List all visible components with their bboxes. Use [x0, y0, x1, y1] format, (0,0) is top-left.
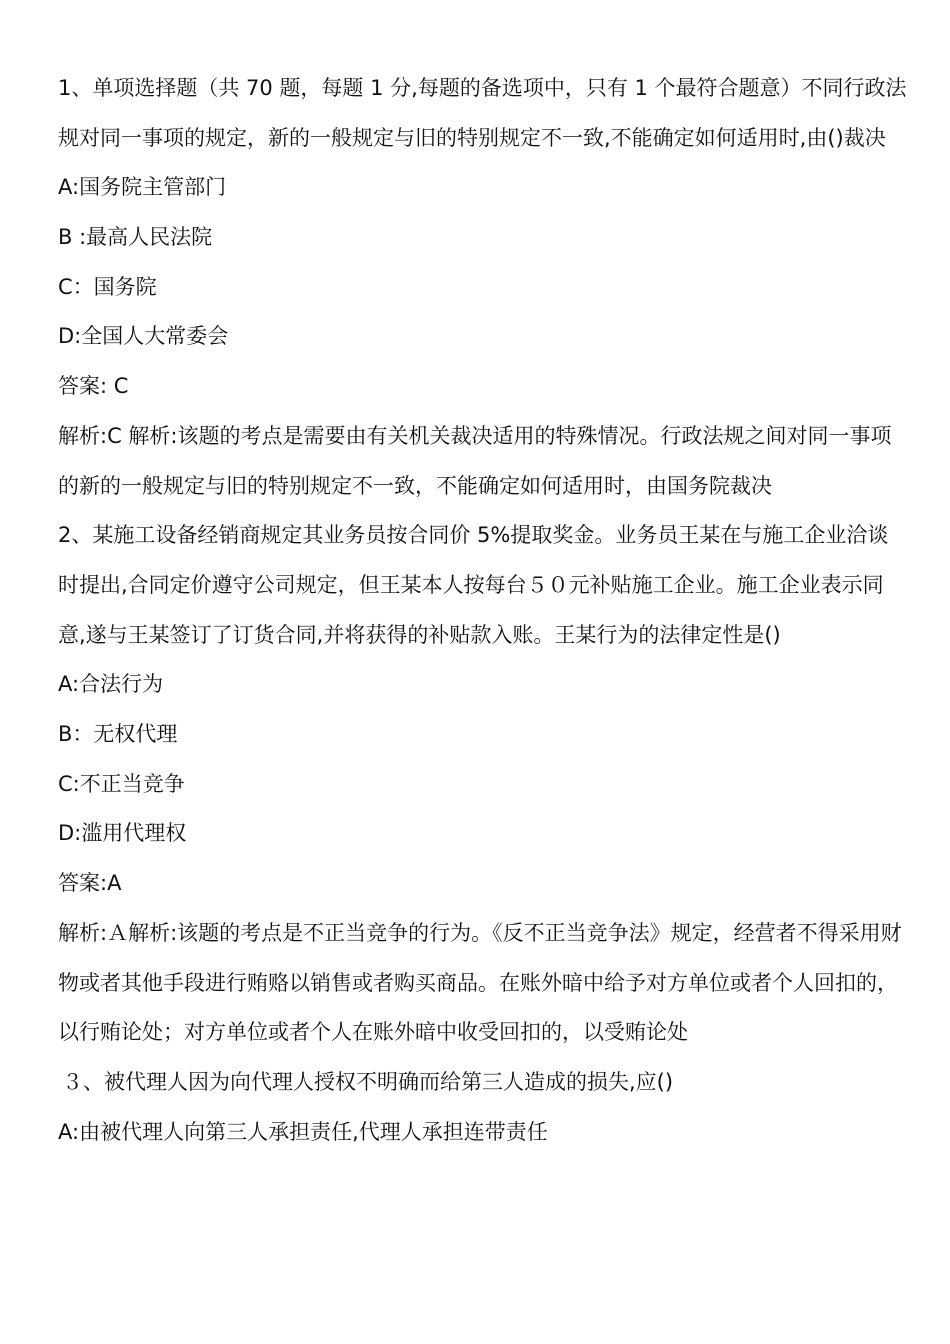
question-3-stem: ３、被代理人因为向代理人授权不明确而给第三人造成的损失,应()	[62, 1069, 674, 1094]
question-1-analysis: 解析:C 解析:该题的考点是需要由有关机关裁决适用的特殊情况。行政法规之间对同一事项的新的一般规定与旧的特别规定不一致，不能确定如何适用时，由国务院裁决	[58, 423, 892, 498]
question-1-stem: 1、单项选择题（共 70 题，每题 1 分,每题的备选项中，只有 1 个最符合题意）不同行政法规对同一事项的规定，新的一般规定与旧的特别规定不一致,不能确定如何适用时,由()裁决	[58, 76, 907, 150]
question-2-option-c: C:不正当竞争	[58, 771, 185, 796]
document-page	[58, 64, 908, 1157]
question-1-option-c: C：国务院	[58, 274, 157, 299]
question-3-option-a: A:由被代理人向第三人承担责任,代理人承担连带责任	[58, 1119, 548, 1144]
question-1-option-d: D:全国人大常委会	[58, 324, 229, 349]
question-2-option-a: A:合法行为	[58, 672, 164, 697]
question-2-analysis: 解析:Ａ解析:该题的考点是不正当竞争的行为。《反不正当竞争法》规定，经营者不得采用财物或者其他手段进行贿赂以销售或者购买商品。在账外暗中给予对方单位或者个人回扣的，以行贿论处；对方单位或者个人在账外暗中收受回扣的，以受贿论处	[58, 920, 902, 1045]
question-2-answer: 答案:A	[58, 871, 122, 896]
question-1-answer: 答案: C	[58, 374, 129, 399]
question-2-option-b: B：无权代理	[58, 722, 178, 747]
question-2-stem: 2、某施工设备经销商规定其业务员按合同价 5%提取奖金。业务员王某在与施工企业洽谈时提出,合同定价遵守公司规定，但王某本人按每台５０元补贴施工企业。施工企业表示同意,遂与王某签订了订货合同,并将获得的补贴款入账。王某行为的法律定性是()	[58, 523, 889, 647]
question-1-option-b: B :最高人民法院	[58, 225, 213, 250]
question-2-option-d: D:滥用代理权	[58, 821, 187, 846]
question-1-option-a: A:国务院主管部门	[58, 175, 227, 200]
